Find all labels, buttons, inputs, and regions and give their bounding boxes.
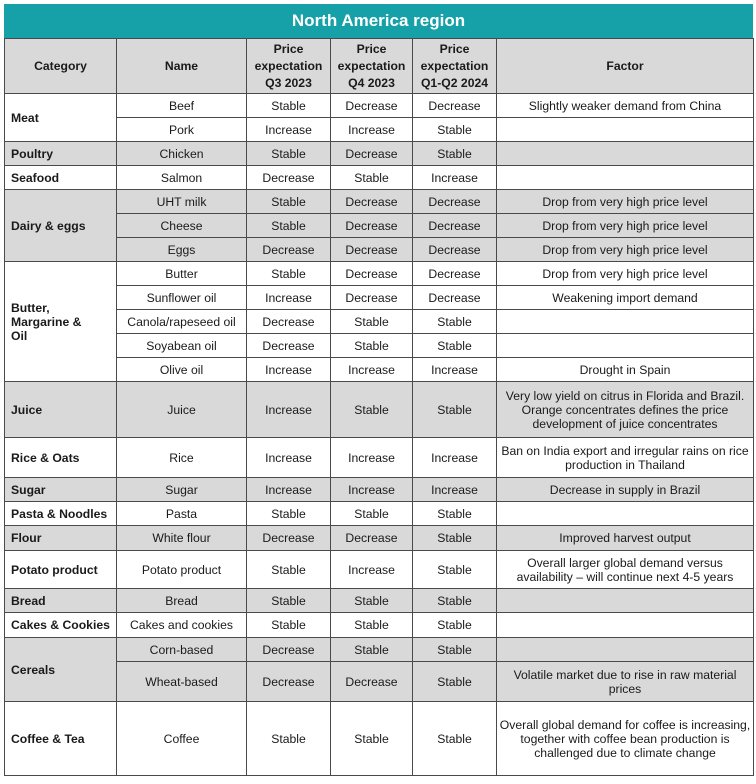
table-row xyxy=(5,613,754,638)
price-q1-q2-2024-cell: Stable xyxy=(413,638,497,662)
factor-cell xyxy=(497,310,754,334)
table-row xyxy=(5,214,754,238)
price-q3-2023-cell: Decrease xyxy=(247,166,331,190)
category-cell: Rice & Oats xyxy=(5,438,117,478)
name-cell: Pasta xyxy=(117,502,247,526)
price-q3-2023-cell: Stable xyxy=(247,613,331,638)
factor-cell: Overall larger global demand versus availability – will continue next 4-5 years xyxy=(497,551,754,589)
name-cell: Cakes and cookies xyxy=(117,613,247,638)
price-q3-2023-cell: Increase xyxy=(247,286,331,310)
category-cell: Meat xyxy=(5,94,117,142)
table-row xyxy=(5,478,754,502)
table-row xyxy=(5,662,754,702)
name-cell: Canola/rapeseed oil xyxy=(117,310,247,334)
table-row xyxy=(5,502,754,526)
price-q4-2023-cell: Decrease xyxy=(331,286,413,310)
name-cell: Sunflower oil xyxy=(117,286,247,310)
price-q3-2023-cell: Increase xyxy=(247,358,331,382)
price-q1-q2-2024-cell: Stable xyxy=(413,118,497,142)
price-q3-2023-cell: Stable xyxy=(247,551,331,589)
name-cell: Soyabean oil xyxy=(117,334,247,358)
price-q4-2023-cell: Decrease xyxy=(331,526,413,551)
price-q4-2023-cell: Stable xyxy=(331,166,413,190)
factor-cell xyxy=(497,638,754,662)
factor-cell: Drop from very high price level xyxy=(497,190,754,214)
price-q1-q2-2024-cell: Stable xyxy=(413,551,497,589)
factor-cell xyxy=(497,589,754,613)
category-cell: Bread xyxy=(5,589,117,613)
price-q1-q2-2024-cell: Stable xyxy=(413,613,497,638)
table-row xyxy=(5,142,754,166)
price-q1-q2-2024-cell: Increase xyxy=(413,166,497,190)
table-row xyxy=(5,118,754,142)
category-cell: Butter, Margarine & Oil xyxy=(5,262,117,382)
table-row xyxy=(5,310,754,334)
name-cell: Coffee xyxy=(117,702,247,776)
price-q3-2023-cell: Stable xyxy=(247,502,331,526)
name-cell: Cheese xyxy=(117,214,247,238)
price-q3-2023-cell: Increase xyxy=(247,118,331,142)
table-row xyxy=(5,190,754,214)
factor-cell xyxy=(497,142,754,166)
price-q1-q2-2024-cell: Increase xyxy=(413,358,497,382)
price-q4-2023-cell: Decrease xyxy=(331,214,413,238)
price-q3-2023-cell: Decrease xyxy=(247,638,331,662)
price-q1-q2-2024-cell: Stable xyxy=(413,526,497,551)
name-cell: Wheat-based xyxy=(117,662,247,702)
price-q4-2023-cell: Stable xyxy=(331,638,413,662)
price-q4-2023-cell: Stable xyxy=(331,334,413,358)
table-row xyxy=(5,358,754,382)
price-q4-2023-cell: Stable xyxy=(331,702,413,776)
price-q3-2023-cell: Decrease xyxy=(247,526,331,551)
price-q3-2023-cell: Stable xyxy=(247,94,331,118)
factor-cell: Overall global demand for coffee is increasing, together with coffee bean production is challenged due to climate change xyxy=(497,702,754,776)
name-cell: Corn-based xyxy=(117,638,247,662)
table-row xyxy=(5,702,754,776)
price-q1-q2-2024-cell: Decrease xyxy=(413,286,497,310)
table-header xyxy=(5,39,754,94)
price-q1-q2-2024-cell: Decrease xyxy=(413,214,497,238)
price-q1-q2-2024-cell: Stable xyxy=(413,702,497,776)
price-q3-2023-cell: Decrease xyxy=(247,310,331,334)
price-expectation-table-container xyxy=(4,4,753,776)
price-q1-q2-2024-cell: Stable xyxy=(413,334,497,358)
table-row xyxy=(5,166,754,190)
factor-cell xyxy=(497,334,754,358)
name-cell: Chicken xyxy=(117,142,247,166)
price-q1-q2-2024-cell: Decrease xyxy=(413,190,497,214)
table-row xyxy=(5,589,754,613)
table-row xyxy=(5,238,754,262)
factor-cell: Weakening import demand xyxy=(497,286,754,310)
price-q4-2023-cell: Stable xyxy=(331,613,413,638)
category-cell: Juice xyxy=(5,382,117,438)
table-row xyxy=(5,551,754,589)
table-row xyxy=(5,94,754,118)
factor-cell: Very low yield on citrus in Florida and Brazil. Orange concentrates defines the price development of juice concentrates xyxy=(497,382,754,438)
factor-cell: Volatile market due to rise in raw material prices xyxy=(497,662,754,702)
price-q3-2023-cell: Increase xyxy=(247,478,331,502)
price-q1-q2-2024-cell: Stable xyxy=(413,502,497,526)
table-row xyxy=(5,526,754,551)
price-q1-q2-2024-cell: Stable xyxy=(413,662,497,702)
table-row xyxy=(5,438,754,478)
category-cell: Sugar xyxy=(5,478,117,502)
price-q4-2023-cell: Decrease xyxy=(331,238,413,262)
price-q3-2023-cell: Stable xyxy=(247,190,331,214)
name-cell: UHT milk xyxy=(117,190,247,214)
category-cell: Pasta & Noodles xyxy=(5,502,117,526)
header-q3-2023: Price expectation Q3 2023 xyxy=(247,39,331,94)
category-cell: Poultry xyxy=(5,142,117,166)
price-q3-2023-cell: Decrease xyxy=(247,238,331,262)
price-q1-q2-2024-cell: Decrease xyxy=(413,262,497,286)
price-q1-q2-2024-cell: Stable xyxy=(413,142,497,166)
category-cell: Flour xyxy=(5,526,117,551)
factor-cell: Drop from very high price level xyxy=(497,262,754,286)
price-q4-2023-cell: Stable xyxy=(331,382,413,438)
price-q3-2023-cell: Stable xyxy=(247,702,331,776)
table-title: North America region xyxy=(4,4,753,38)
name-cell: Bread xyxy=(117,589,247,613)
factor-cell xyxy=(497,502,754,526)
name-cell: Salmon xyxy=(117,166,247,190)
name-cell: White flour xyxy=(117,526,247,551)
name-cell: Potato product xyxy=(117,551,247,589)
price-expectation-table xyxy=(4,38,754,776)
table-body xyxy=(5,94,754,776)
category-cell: Dairy & eggs xyxy=(5,190,117,262)
price-q1-q2-2024-cell: Decrease xyxy=(413,94,497,118)
category-cell: Coffee & Tea xyxy=(5,702,117,776)
price-q4-2023-cell: Increase xyxy=(331,551,413,589)
price-q4-2023-cell: Stable xyxy=(331,589,413,613)
header-name: Name xyxy=(117,39,247,94)
name-cell: Juice xyxy=(117,382,247,438)
name-cell: Rice xyxy=(117,438,247,478)
price-q1-q2-2024-cell: Increase xyxy=(413,438,497,478)
factor-cell: Drought in Spain xyxy=(497,358,754,382)
name-cell: Olive oil xyxy=(117,358,247,382)
price-q3-2023-cell: Increase xyxy=(247,438,331,478)
price-q3-2023-cell: Increase xyxy=(247,382,331,438)
name-cell: Eggs xyxy=(117,238,247,262)
table-row xyxy=(5,382,754,438)
name-cell: Butter xyxy=(117,262,247,286)
price-q4-2023-cell: Increase xyxy=(331,438,413,478)
price-q3-2023-cell: Stable xyxy=(247,142,331,166)
price-q4-2023-cell: Stable xyxy=(331,502,413,526)
price-q4-2023-cell: Decrease xyxy=(331,662,413,702)
factor-cell: Ban on India export and irregular rains on rice production in Thailand xyxy=(497,438,754,478)
price-q3-2023-cell: Decrease xyxy=(247,662,331,702)
price-q4-2023-cell: Increase xyxy=(331,478,413,502)
table-row xyxy=(5,262,754,286)
price-q1-q2-2024-cell: Increase xyxy=(413,478,497,502)
price-q1-q2-2024-cell: Stable xyxy=(413,382,497,438)
header-q1-q2-2024: Price expectation Q1-Q2 2024 xyxy=(413,39,497,94)
header-category: Category xyxy=(5,39,117,94)
factor-cell: Decrease in supply in Brazil xyxy=(497,478,754,502)
name-cell: Sugar xyxy=(117,478,247,502)
table-row xyxy=(5,638,754,662)
price-q4-2023-cell: Stable xyxy=(331,310,413,334)
category-cell: Seafood xyxy=(5,166,117,190)
price-q4-2023-cell: Decrease xyxy=(331,190,413,214)
price-q4-2023-cell: Decrease xyxy=(331,142,413,166)
price-q1-q2-2024-cell: Stable xyxy=(413,589,497,613)
price-q1-q2-2024-cell: Decrease xyxy=(413,238,497,262)
factor-cell: Drop from very high price level xyxy=(497,238,754,262)
factor-cell: Improved harvest output xyxy=(497,526,754,551)
price-q4-2023-cell: Decrease xyxy=(331,262,413,286)
factor-cell: Drop from very high price level xyxy=(497,214,754,238)
price-q3-2023-cell: Stable xyxy=(247,589,331,613)
price-q4-2023-cell: Decrease xyxy=(331,94,413,118)
factor-cell xyxy=(497,166,754,190)
table-row xyxy=(5,286,754,310)
factor-cell xyxy=(497,613,754,638)
category-cell: Cereals xyxy=(5,638,117,702)
price-q4-2023-cell: Increase xyxy=(331,358,413,382)
factor-cell xyxy=(497,118,754,142)
price-q3-2023-cell: Stable xyxy=(247,214,331,238)
header-q4-2023: Price expectation Q4 2023 xyxy=(331,39,413,94)
price-q3-2023-cell: Decrease xyxy=(247,334,331,358)
factor-cell: Slightly weaker demand from China xyxy=(497,94,754,118)
name-cell: Pork xyxy=(117,118,247,142)
table-row xyxy=(5,334,754,358)
header-row xyxy=(5,39,754,94)
name-cell: Beef xyxy=(117,94,247,118)
price-q1-q2-2024-cell: Stable xyxy=(413,310,497,334)
category-cell: Cakes & Cookies xyxy=(5,613,117,638)
price-q4-2023-cell: Increase xyxy=(331,118,413,142)
category-cell: Potato product xyxy=(5,551,117,589)
price-q3-2023-cell: Stable xyxy=(247,262,331,286)
header-factor: Factor xyxy=(497,39,754,94)
